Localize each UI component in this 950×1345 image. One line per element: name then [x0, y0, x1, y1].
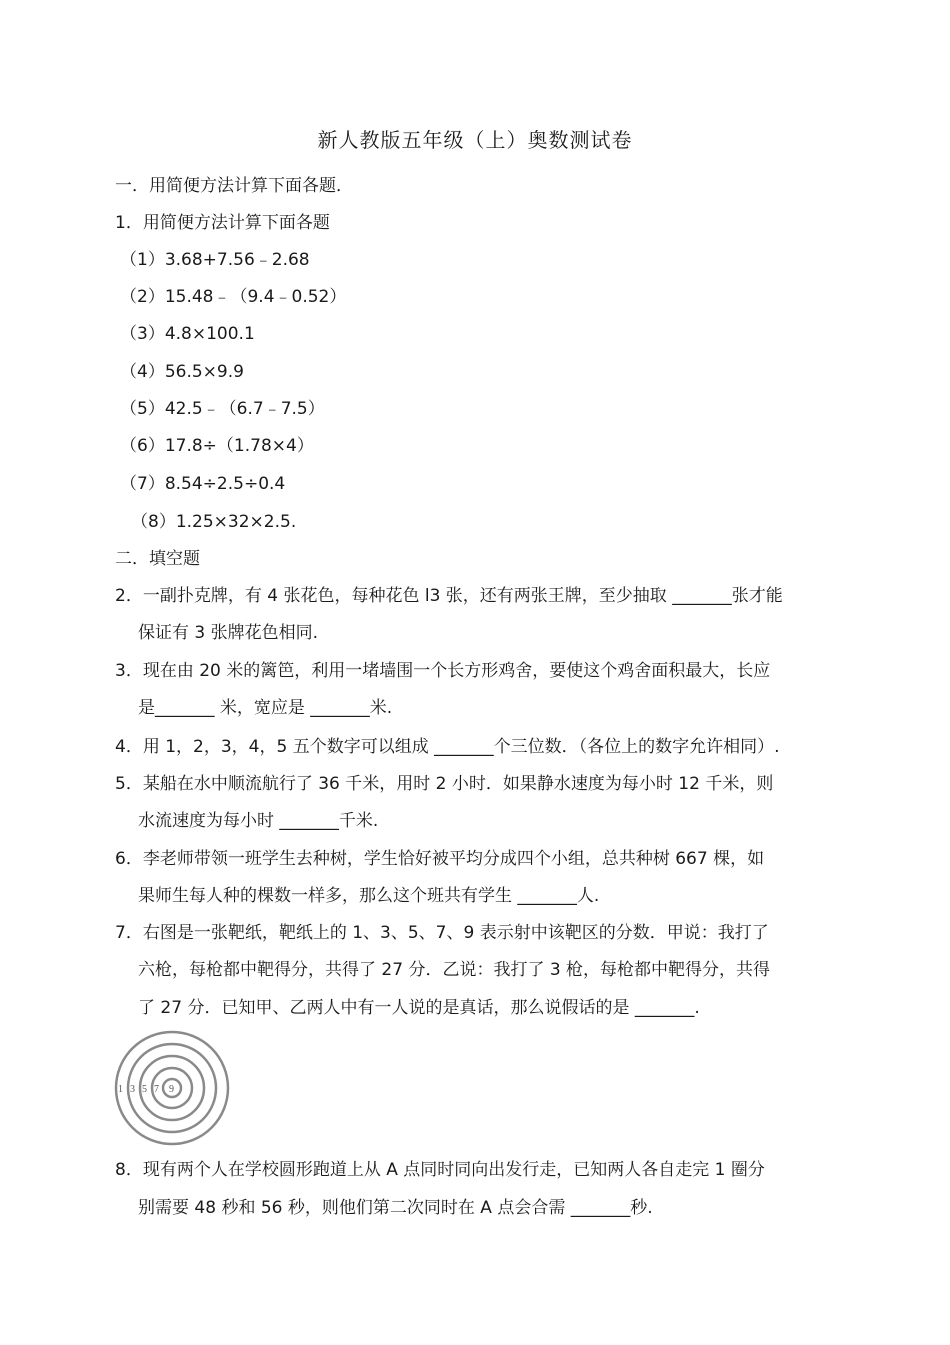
calc-item-2: （2）15.48﹣（9.4﹣0.52） [120, 287, 347, 307]
calc-item-7: （7）8.54÷2.5÷0.4 [120, 474, 286, 494]
target-label-3: 3 [130, 1084, 135, 1095]
question-2-line-2: 保证有 3 张牌花色相同. [138, 623, 319, 643]
question-7-line-3: 了 27 分．已知甲、乙两人中有一人说的是真话，那么说假话的是 _______. [138, 998, 700, 1018]
page-title: 新人教版五年级（上）奥数测试卷 [317, 128, 633, 152]
question-6-line-1: 6．李老师带领一班学生去种树，学生恰好被平均分成四个小组，总共种树 667 棵，如 [115, 849, 765, 869]
section2-heading: 二．填空题 [115, 549, 200, 569]
question-5-line-1: 5．某船在水中顺流航行了 36 千米，用时 2 小时．如果静水速度为每小时 12 千米，则 [115, 774, 774, 794]
question-1-heading: 1．用简便方法计算下面各题 [115, 213, 330, 233]
question-5-line-2: 水流速度为每小时 _______千米. [138, 811, 379, 831]
question-3-line-1: 3．现在由 20 米的篱笆，利用一堵墙围一个长方形鸡舍，要使这个鸡舍面积最大，长应 [115, 661, 771, 681]
calc-item-4: （4）56.5×9.9 [120, 362, 244, 382]
target-label-9: 9 [169, 1084, 174, 1095]
question-4-line: 4．用 1，2，3，4，5 五个数字可以组成 _______个三位数．（各位上的数字允许相同）. [115, 737, 780, 757]
target-paper-figure [112, 1028, 232, 1148]
calc-item-8: （8）1.25×32×2.5. [131, 512, 297, 532]
calc-item-1: （1）3.68+7.56﹣2.68 [120, 250, 310, 270]
calc-item-5: （5）42.5﹣（6.7﹣7.5） [120, 399, 325, 419]
calc-item-6: （6）17.8÷（1.78×4） [120, 436, 314, 456]
calc-item-3: （3）4.8×100.1 [120, 324, 255, 344]
question-6-line-2: 果师生每人种的棵数一样多，那么这个班共有学生 _______人. [138, 886, 600, 906]
question-7-line-2: 六枪，每枪都中靶得分，共得了 27 分．乙说：我打了 3 枪，每枪都中靶得分，共得 [138, 960, 771, 980]
section1-heading: 一．用简便方法计算下面各题． [115, 176, 353, 196]
target-label-7: 7 [154, 1084, 159, 1095]
question-7-line-1: 7．右图是一张靶纸，靶纸上的 1、3、5、7、9 表示射中该靶区的分数．甲说：我打了 [115, 923, 769, 943]
target-label-5: 5 [142, 1084, 147, 1095]
question-2-line-1: 2．一副扑克牌，有 4 张花色，每种花色 l3 张，还有两张王牌，至少抽取 _______张才能 [115, 586, 783, 606]
target-label-1: 1 [118, 1084, 123, 1095]
question-3-line-2: 是_______ 米，宽应是 _______米. [138, 698, 393, 718]
question-8-line-1: 8．现有两个人在学校圆形跑道上从 A 点同时同向出发行走，已知两人各自走完 1 圈分 [115, 1160, 765, 1180]
question-8-line-2: 别需要 48 秒和 56 秒，则他们第二次同时在 A 点会合需 _______秒. [138, 1198, 653, 1218]
